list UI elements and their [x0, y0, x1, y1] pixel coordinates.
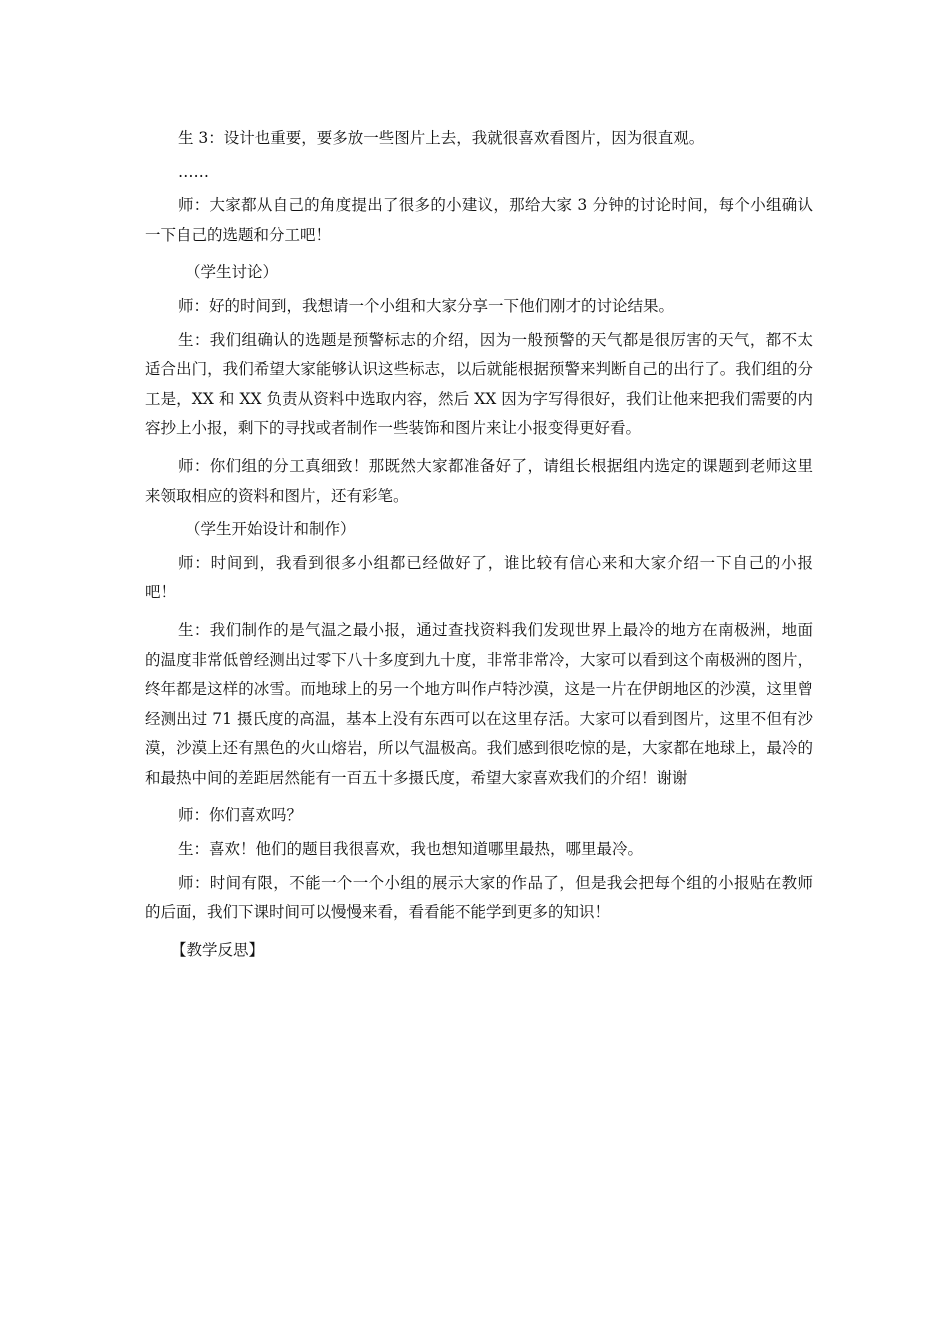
paragraph-teacher-question: 师：你们喜欢吗？	[178, 806, 303, 825]
paragraph-teacher-materials: 师：你们组的分工真细致！那既然大家都准备好了，请组长根据组内选定的课题到老师这里来领取相应的资料和图片，还有彩笔。	[145, 456, 813, 505]
paragraph-teacher-share: 师：好的时间到，我想请一个小组和大家分享一下他们刚才的讨论结果。	[178, 296, 675, 315]
paragraph-student-discussion-note: （学生讨论）	[185, 263, 279, 282]
paragraph-student-temperature: 生：我们制作的是气温之最小报，通过查找资料我们发现世界上最冷的地方在南极洲，地面的温度非常低曾经测出过零下八十多度到九十度，非常非常冷，大家可以看到这个南极洲的图片，终年都是这样的冰雪。而地球上的另一个地方叫作卢特沙漠，这是一片在伊朗地区的沙漠，这里曾经测出过 71 摄氏度的高温，基本上没有东西可以在这里存活。大家可以看到图片，这里不但有沙漠，沙漠上还有黑色的火山熔岩，所以气温极高。我们感到很吃惊的是，大家都在地球上，最冷的和最热中间的差距居然能有一百五十多摄氏度，希望大家喜欢我们的介绍！谢谢	[145, 620, 813, 787]
paragraph-teacher-discussion: 师：大家都从自己的角度提出了很多的小建议，那给大家 3 分钟的讨论时间，每个小组确认一下自己的选题和分工吧！	[145, 196, 813, 244]
section-heading-reflection: 【教学反思】	[171, 940, 265, 959]
paragraph-student-making-note: （学生开始设计和制作）	[185, 520, 356, 539]
paragraph-teacher-present: 师：时间到，我看到很多小组都已经做好了，谁比较有信心来和大家介绍一下自己的小报吧！	[145, 553, 813, 602]
paragraph-student3-design: 生 3：设计也重要，要多放一些图片上去，我就很喜欢看图片，因为很直观。	[178, 129, 705, 147]
document-body	[145, 124, 813, 965]
paragraph-student-answer: 生：喜欢！他们的题目我很喜欢，我也想知道哪里最热，哪里最冷。	[178, 840, 644, 859]
paragraph-ellipsis: ……	[178, 162, 209, 181]
paragraph-teacher-closing: 师：时间有限，不能一个一个小组的展示大家的作品了，但是我会把每个组的小报贴在教师的后面，我们下课时间可以慢慢来看，看看能不能学到更多的知识！	[145, 873, 813, 922]
paragraph-student-warning-signs: 生：我们组确认的选题是预警标志的介绍，因为一般预警的天气都是很厉害的天气，都不太适合出门，我们希望大家能够认识这些标志，以后就能根据预警来判断自己的出行了。我们组的分工是，XX 和 XX 负责从资料中选取内容，然后 XX 因为字写得很好，我们让他来把我们需要的内容抄上小报，剩下的寻找或者制作一些装饰和图片来让小报变得更好看。	[145, 330, 813, 438]
